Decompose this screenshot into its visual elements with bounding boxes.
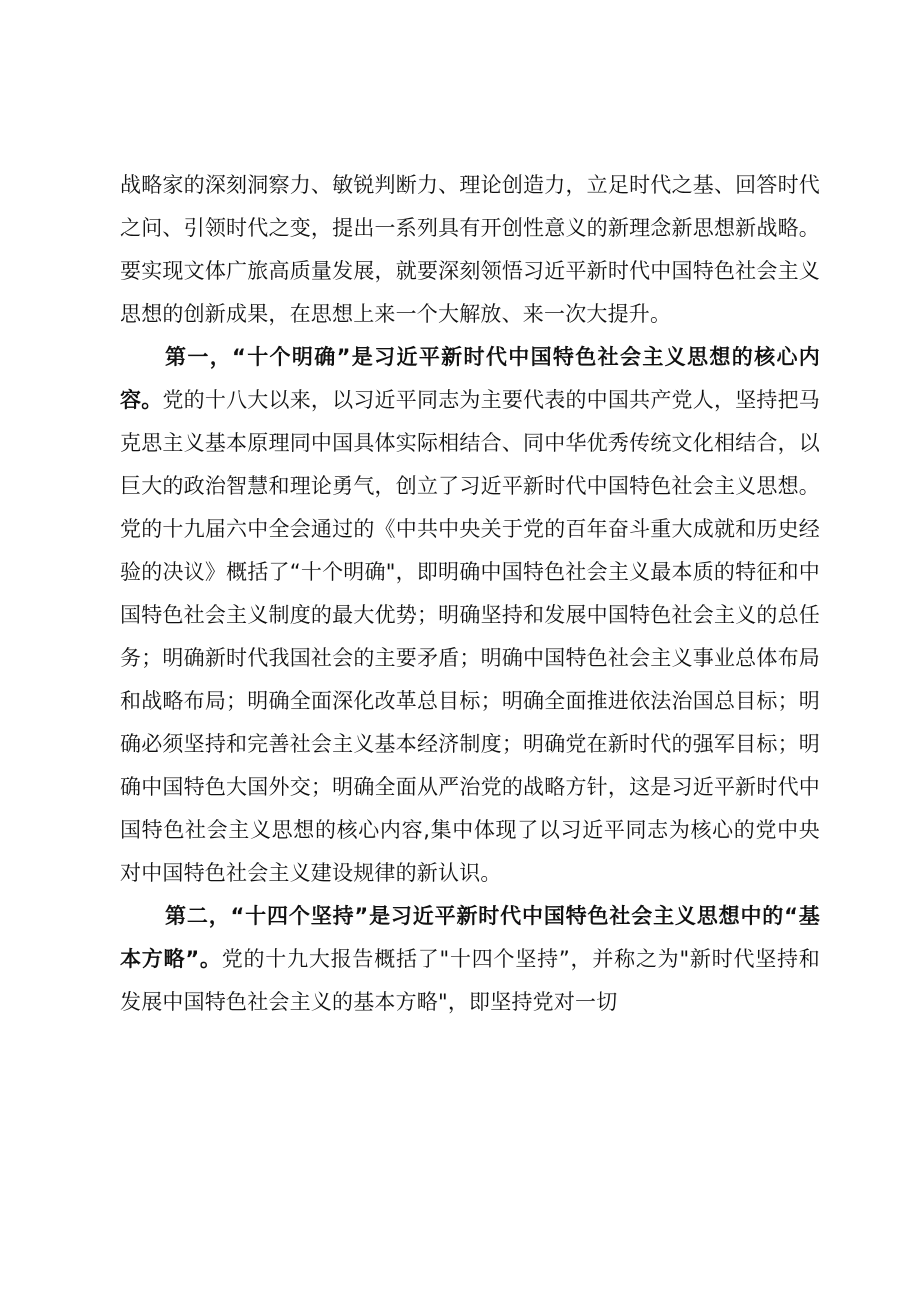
document-page xyxy=(120,164,820,1024)
paragraph-body: 党的十九大报告概括了"十四个坚持”，并称之为"新时代坚持和发展中国特色社会主义的基本方略"，即坚持党对一切 xyxy=(120,947,820,1014)
paragraph-heading: 第一，“十个明确”是习近平新时代中国特色社会主义思想的核心内容。 xyxy=(120,345,820,412)
paragraph-body: 战略家的深刻洞察力、敏锐判断力、理论创造力，立足时代之基、回答时代之问、引领时代之变，提出一系列具有开创性意义的新理念新思想新战略。要实现文体广旅高质量发展，就要深刻领悟习近平新时代中国特色社会主义思想的创新成果，在思想上来一个大解放、来一次大提升。 xyxy=(120,173,820,326)
paragraph-ten-clarifications xyxy=(120,336,820,895)
paragraph-body: 党的十八大以来，以习近平同志为主要代表的中国共产党人，坚持把马克思主义基本原理同中国具体实际相结合、同中华优秀传统文化相结合，以巨大的政治智慧和理论勇气，创立了习近平新时代中国特色社会主义思想。党的十九届六中全会通过的《中共中央关于党的百年奋斗重大成就和历史经验的决议》概括了“十个明确"，即明确中国特色社会主义最本质的特征和中国特色社会主义制度的最大优势；明确坚持和发展中国特色社会主义的总任务；明确新时代我国社会的主要矛盾；明确中国特色社会主义事业总体布局和战略布局；明确全面深化改革总目标；明确全面推进依法治国总目标；明确必须坚持和完善社会主义基本经济制度；明确党在新时代的强军目标；明确中国特色大国外交；明确全面从严治党的战略方针，这是习近平新时代中国特色社会主义思想的核心内容,集中体现了以习近平同志为核心的党中央对中国特色社会主义建设规律的新认识。 xyxy=(120,388,821,885)
paragraph-heading: 第二，“十四个坚持”是习近平新时代中国特色社会主义思想中的“基本方略”。 xyxy=(120,904,820,971)
paragraph-fourteen-adherences xyxy=(120,895,820,1024)
paragraph-intro-continuation xyxy=(120,164,820,336)
